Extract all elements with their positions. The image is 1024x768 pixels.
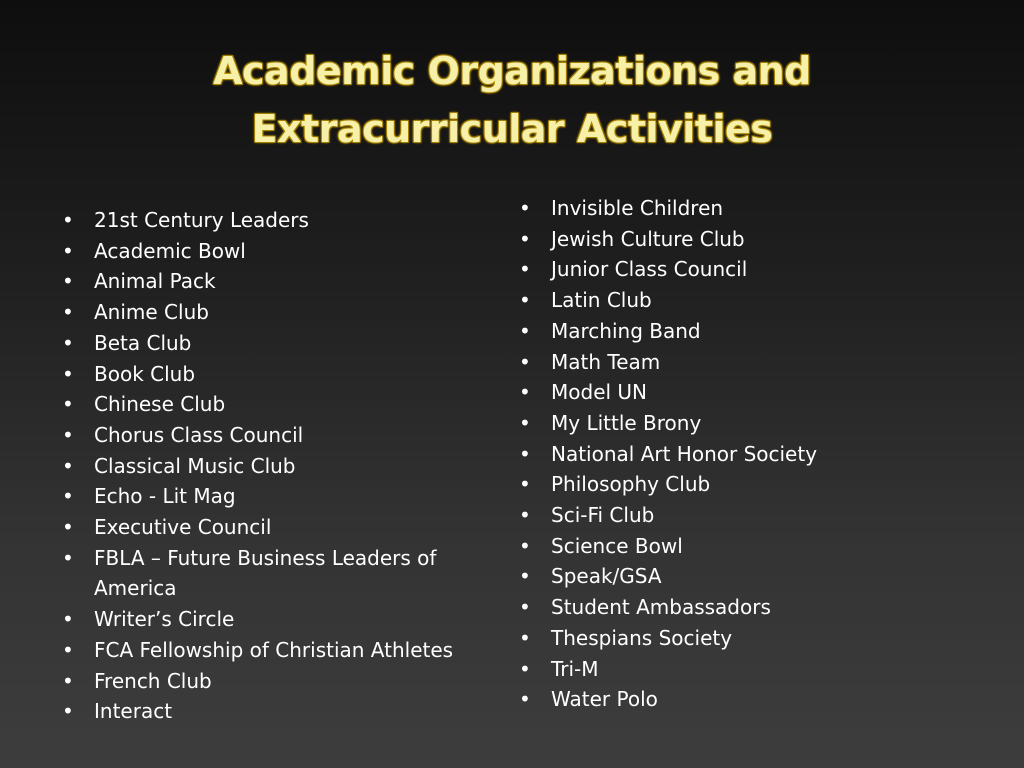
list-item: • Speak/GSA bbox=[515, 561, 955, 592]
list-item: • Philosophy Club bbox=[515, 469, 955, 500]
list-item: • Chorus Class Council bbox=[58, 420, 478, 451]
list-item: • Beta Club bbox=[58, 328, 478, 359]
list-item: • National Art Honor Society bbox=[515, 439, 955, 470]
list-item: • Animal Pack bbox=[58, 266, 478, 297]
list-item: • Writer’s Circle bbox=[58, 604, 478, 635]
list-item: • Jewish Culture Club bbox=[515, 224, 955, 255]
slide-title-line-2: Extracurricular Activities bbox=[251, 107, 773, 151]
list-item: • Invisible Children bbox=[515, 193, 955, 224]
list-item: • My Little Brony bbox=[515, 408, 955, 439]
left-bullet-list bbox=[58, 205, 478, 727]
list-item: • Interact bbox=[58, 696, 478, 727]
slide-title-line-1: Academic Organizations and bbox=[213, 49, 811, 93]
list-item: • FCA Fellowship of Christian Athletes bbox=[58, 635, 478, 666]
list-item: • Echo - Lit Mag bbox=[58, 481, 478, 512]
list-item: • Sci-Fi Club bbox=[515, 500, 955, 531]
list-item: • Latin Club bbox=[515, 285, 955, 316]
slide-title bbox=[0, 42, 1024, 158]
list-item: • Model UN bbox=[515, 377, 955, 408]
list-item: • Math Team bbox=[515, 347, 955, 378]
list-item: • Science Bowl bbox=[515, 531, 955, 562]
right-bullet-list bbox=[515, 193, 955, 715]
list-item: • Thespians Society bbox=[515, 623, 955, 654]
list-item: • FBLA – Future Business Leaders of America bbox=[58, 543, 478, 604]
list-item: • Tri-M bbox=[515, 654, 955, 685]
list-item: • Marching Band bbox=[515, 316, 955, 347]
list-item: • French Club bbox=[58, 666, 478, 697]
list-item: • Classical Music Club bbox=[58, 451, 478, 482]
list-item: • Anime Club bbox=[58, 297, 478, 328]
list-item: • Executive Council bbox=[58, 512, 478, 543]
list-item: • Academic Bowl bbox=[58, 236, 478, 267]
list-item: • Student Ambassadors bbox=[515, 592, 955, 623]
list-item: • 21st Century Leaders bbox=[58, 205, 478, 236]
list-item: • Book Club bbox=[58, 359, 478, 390]
list-item: • Chinese Club bbox=[58, 389, 478, 420]
list-item: • Water Polo bbox=[515, 684, 955, 715]
list-item: • Junior Class Council bbox=[515, 254, 955, 285]
